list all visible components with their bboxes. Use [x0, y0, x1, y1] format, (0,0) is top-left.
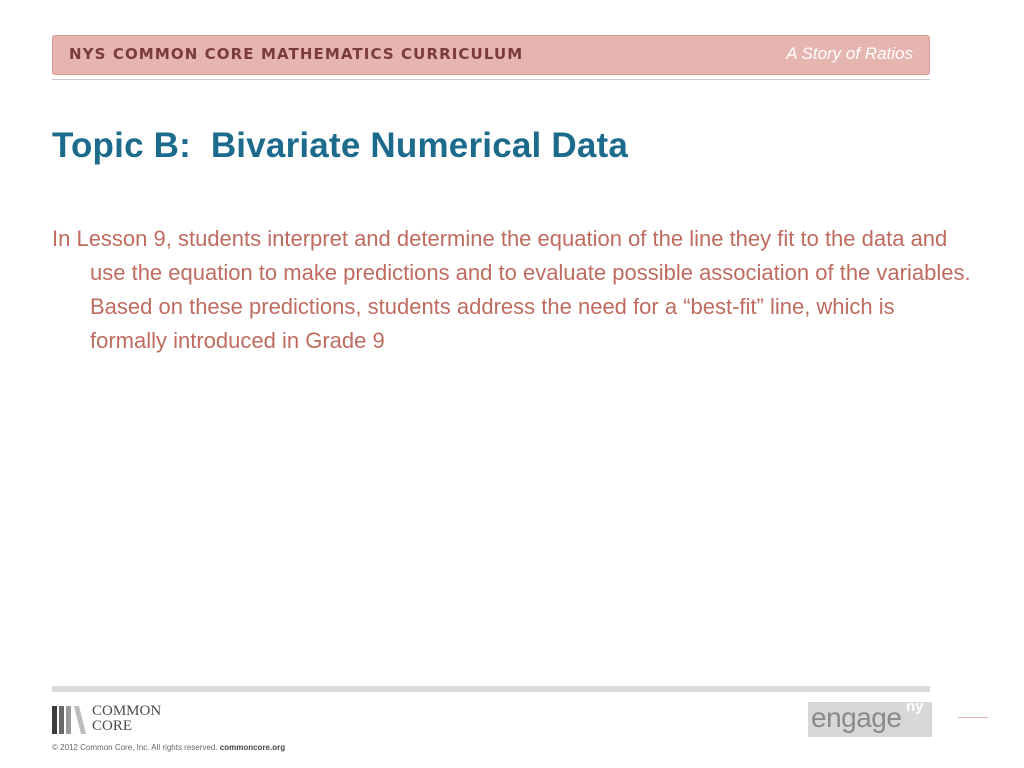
page-title: Topic B: Bivariate Numerical Data [52, 126, 629, 165]
engage-wordmark: engage [811, 702, 902, 733]
engageny-logo [808, 698, 932, 737]
common-core-wordmark [92, 704, 161, 734]
footer-divider [52, 686, 930, 692]
topic-description: In Lesson 9, students interpret and determine the equation of the line they fit to the data and use the equation to make predictions and to evaluate possible association of the variables. Based on these predictions, students address the need for a “best-fit” line, which is formally introduced in Grade 9 [52, 226, 983, 353]
copyright-text: © 2012 Common Core, Inc. All rights reserved. [52, 743, 218, 752]
copyright-notice [52, 743, 285, 752]
curriculum-title: NYS COMMON CORE MATHEMATICS CURRICULUM [69, 45, 524, 63]
decorative-rule [958, 717, 988, 718]
header-divider [52, 79, 930, 80]
curriculum-header-bar [52, 35, 930, 75]
common-core-line-2: CORE [92, 718, 133, 734]
copyright-link[interactable]: commoncore.org [219, 743, 286, 752]
common-core-line-1: COMMON [92, 703, 162, 719]
engage-superscript: ny [906, 698, 924, 715]
series-title: A Story of Ratios [786, 44, 913, 63]
common-core-bars-icon [52, 706, 88, 734]
